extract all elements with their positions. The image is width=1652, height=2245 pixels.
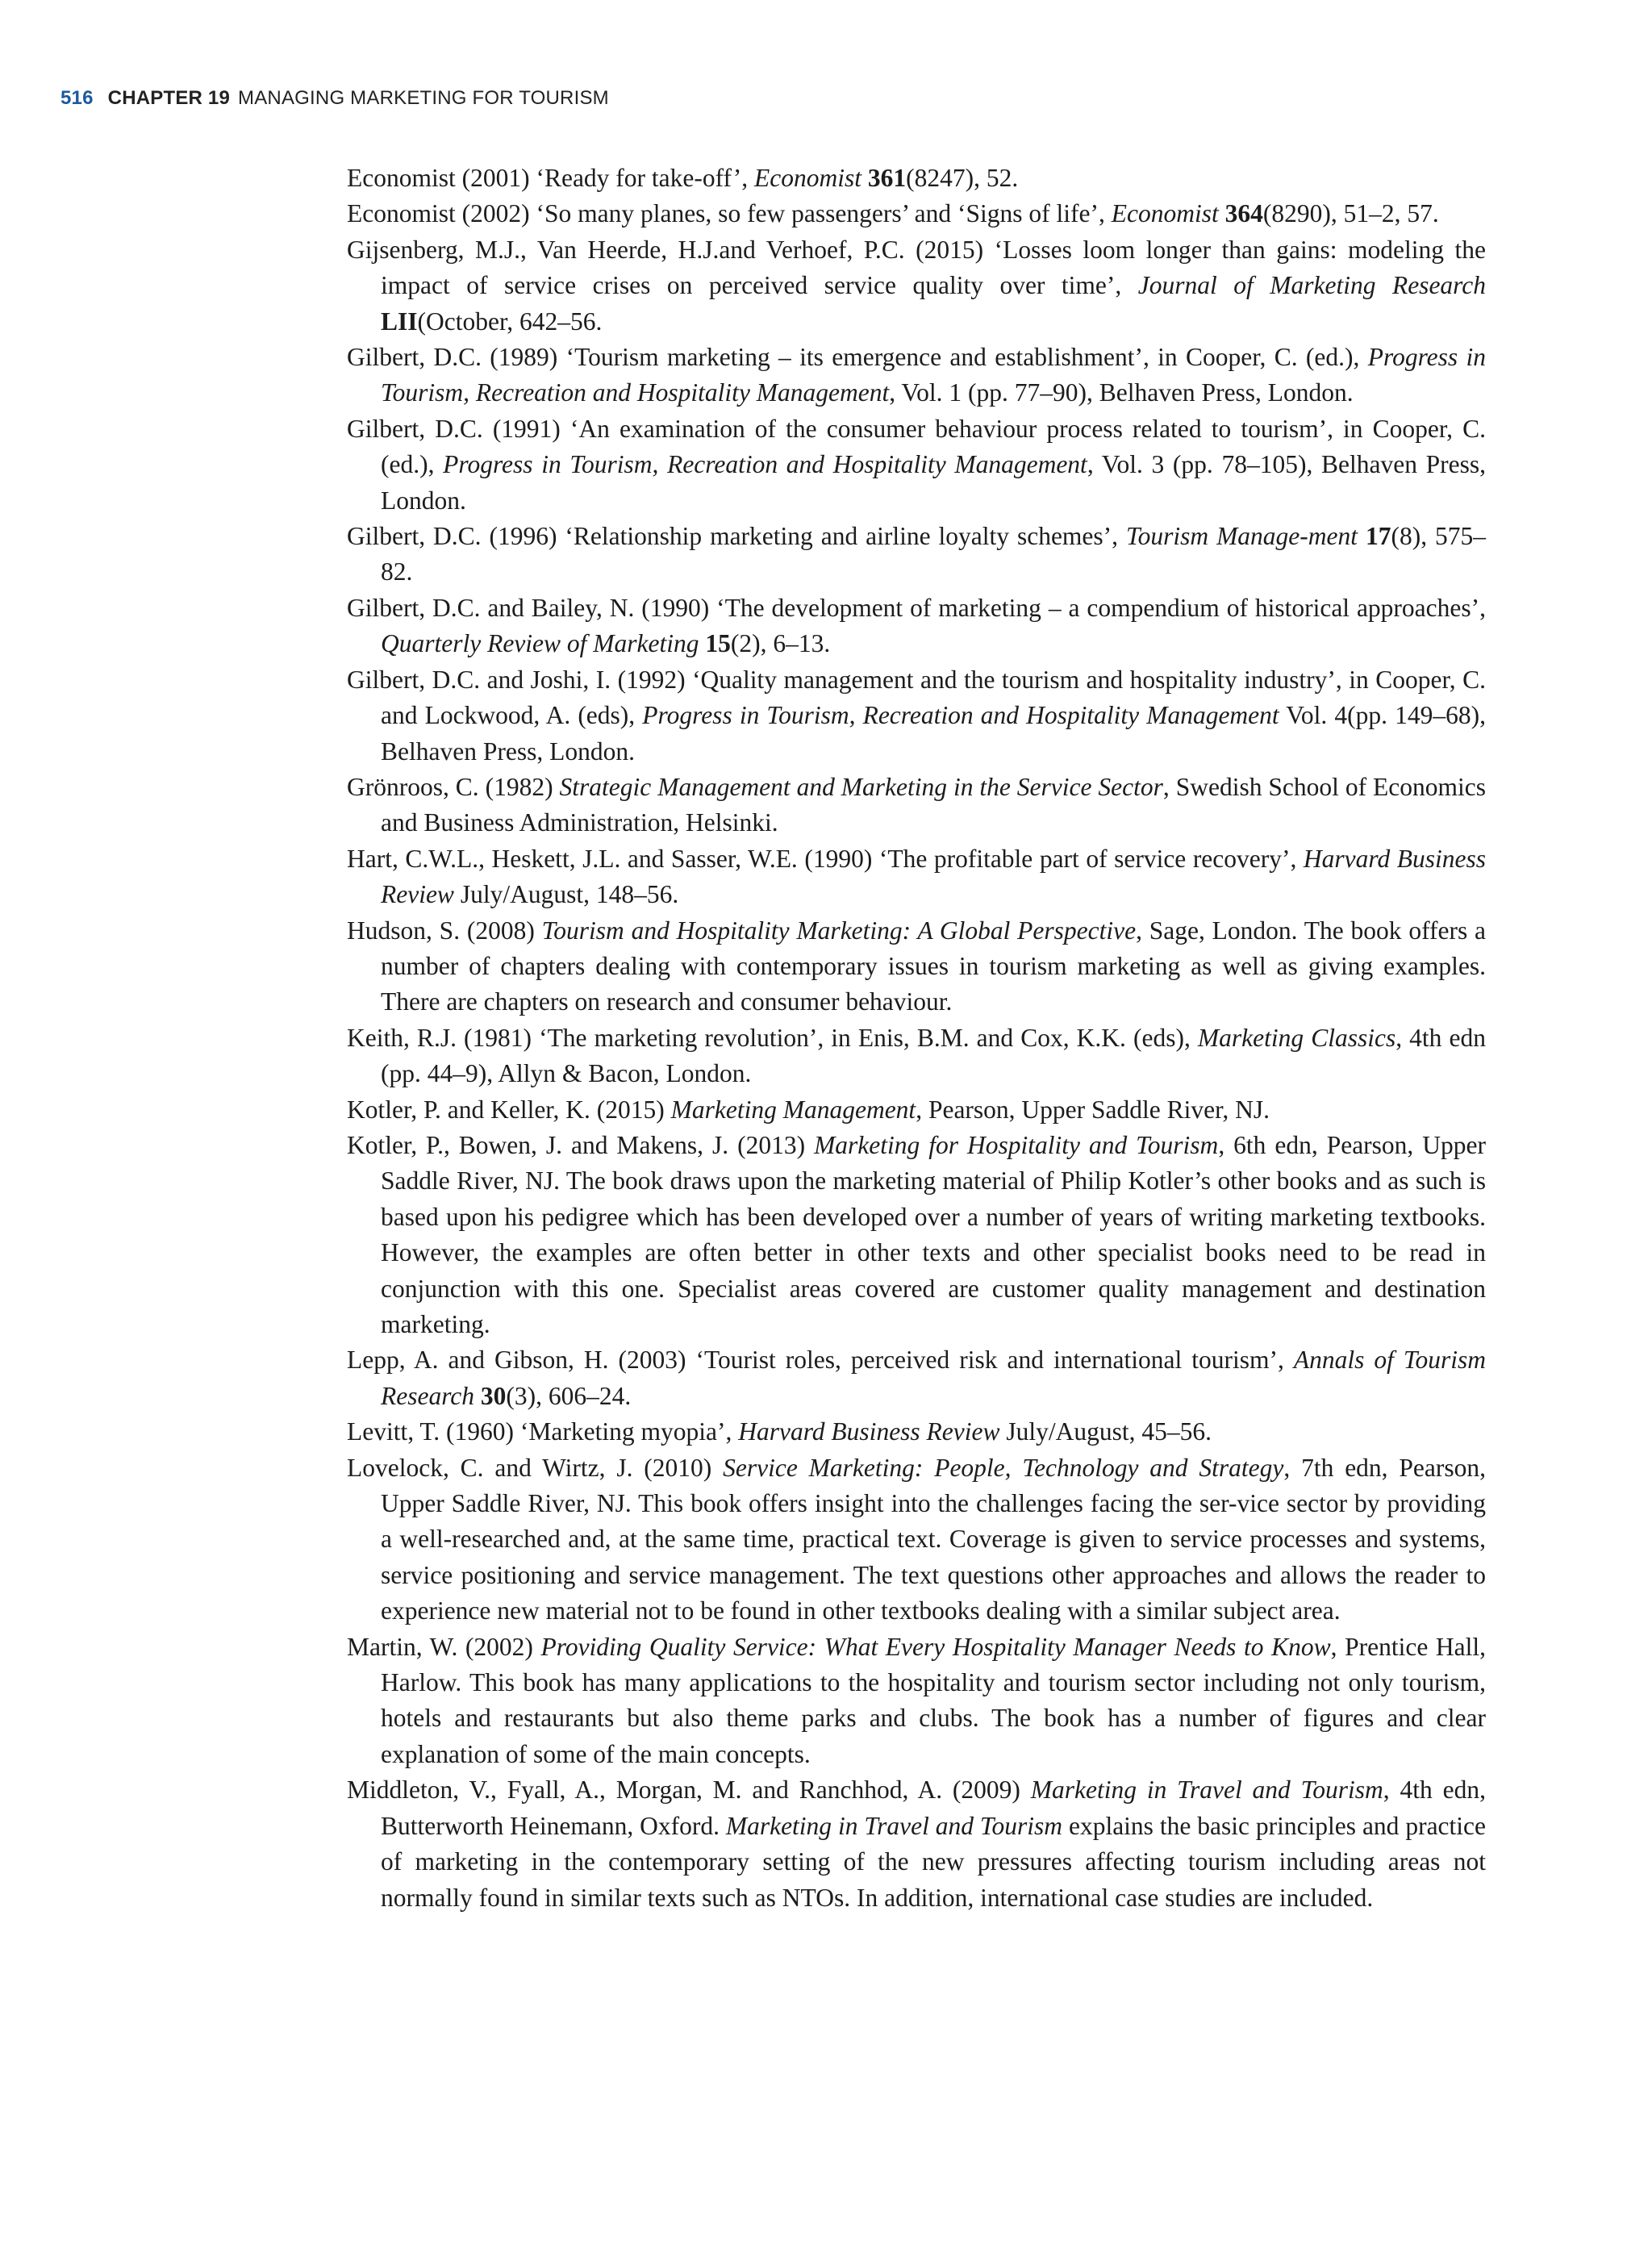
reference-text: , 4th edn (pp. 44–9), Allyn & Bacon, London. bbox=[381, 1023, 1486, 1088]
reference-title: Harvard Business Review bbox=[381, 844, 1486, 909]
reference-entry bbox=[347, 1450, 1486, 1630]
reference-entry bbox=[347, 662, 1486, 770]
reference-entry bbox=[347, 1772, 1486, 1916]
reference-entry bbox=[347, 232, 1486, 340]
reference-title: Providing Quality Service: What Every Hospitality Manager Needs to Know bbox=[540, 1632, 1331, 1661]
reference-entry bbox=[347, 913, 1486, 1020]
reference-list bbox=[347, 161, 1486, 1916]
reference-text: Grönroos, C. (1982) bbox=[347, 772, 560, 801]
reference-title: Economist bbox=[1111, 199, 1219, 228]
reference-text: Economist (2002) ‘So many planes, so few passengers’ and ‘Signs of life’, bbox=[347, 199, 1112, 228]
reference-title: Strategic Management and Marketing in the Service Sector bbox=[559, 772, 1163, 801]
reference-text: (2), 6–13. bbox=[730, 629, 831, 658]
reference-title: Marketing in Travel and Tourism bbox=[1030, 1776, 1383, 1805]
reference-entry bbox=[347, 196, 1486, 232]
reference-text: Hudson, S. (2008) bbox=[347, 916, 542, 945]
reference-text: , Vol. 3 (pp. 78–105), Belhaven Press, London. bbox=[381, 450, 1487, 515]
reference-entry bbox=[347, 1414, 1486, 1450]
running-head bbox=[60, 87, 609, 110]
reference-title: Progress in Tourism, Recreation and Hospitality Management bbox=[642, 701, 1279, 730]
reference-text: Gilbert, D.C. (1996) ‘Relationship marketing and airline loyalty schemes’, bbox=[347, 522, 1126, 551]
reference-text: , Swedish School of Economics and Business Administration, Helsinki. bbox=[381, 772, 1486, 837]
chapter-title: MANAGING MARKETING FOR TOURISM bbox=[238, 87, 609, 109]
reference-volume: 364 bbox=[1224, 199, 1263, 228]
reference-text: Gilbert, D.C. and Joshi, I. (1992) ‘Quality management and the tourism and hospitality industry’, in Cooper, C. and Lockwood, A. (eds), bbox=[347, 665, 1486, 730]
reference-text: , Prentice Hall, Harlow. This book has many applications to the hospitality and tourism sector including not only tourism, hotels and restaurants but also theme parks and clubs. The book has a number of figures and clear explanation of some of the main concepts. bbox=[381, 1632, 1486, 1768]
reference-entry bbox=[347, 1020, 1486, 1092]
reference-text: , Sage, London. The book offers a number of chapters dealing with contemporary issues in tourism marketing as well as giving examples. There are chapters on research and consumer behaviour. bbox=[381, 916, 1486, 1016]
reference-text: explains the basic principles and practice of marketing in the contemporary setting of the new pressures affecting tourism including areas not normally found in similar texts such as NTOs. In addition, international case studies are included. bbox=[381, 1811, 1486, 1912]
reference-text: (8), 575–82. bbox=[381, 522, 1487, 586]
reference-title: Service Marketing: People, Technology and Strategy bbox=[723, 1453, 1284, 1482]
reference-text: Kotler, P. and Keller, K. (2015) bbox=[347, 1095, 671, 1124]
reference-text: Gilbert, D.C. and Bailey, N. (1990) ‘The development of marketing – a compendium of historical approaches’, bbox=[347, 593, 1486, 622]
reference-text: Martin, W. (2002) bbox=[347, 1632, 541, 1661]
chapter-label: CHAPTER 19 bbox=[107, 87, 231, 109]
reference-title: Quarterly Review of Marketing bbox=[381, 629, 699, 658]
reference-volume: 17 bbox=[1365, 522, 1391, 551]
reference-text: Gilbert, D.C. (1989) ‘Tourism marketing – its emergence and establishment’, in Cooper, C. (ed.), bbox=[347, 343, 1368, 372]
reference-text bbox=[861, 164, 868, 192]
reference-text bbox=[1219, 199, 1225, 227]
reference-title: Marketing for Hospitality and Tourism bbox=[814, 1130, 1219, 1159]
reference-entry bbox=[347, 841, 1486, 913]
reference-entry bbox=[347, 1342, 1486, 1414]
reference-text: (8290), 51–2, 57. bbox=[1262, 199, 1439, 228]
reference-text: (3), 606–24. bbox=[506, 1381, 632, 1410]
reference-entry bbox=[347, 1630, 1486, 1773]
reference-title: Tourism and Hospitality Marketing: A Global Perspective bbox=[541, 916, 1137, 945]
reference-title: Annals of Tourism Research bbox=[381, 1346, 1486, 1410]
reference-volume: LII bbox=[381, 307, 418, 336]
reference-entry bbox=[347, 411, 1486, 519]
reference-text: July/August, 148–56. bbox=[453, 880, 679, 909]
reference-entry bbox=[347, 161, 1486, 196]
reference-text bbox=[474, 1382, 481, 1410]
page-number: 516 bbox=[60, 87, 94, 109]
reference-text: Hart, C.W.L., Heskett, J.L. and Sasser, W.E. (1990) ‘The profitable part of service recovery’, bbox=[347, 844, 1304, 873]
reference-text: , 6th edn, Pearson, Upper Saddle River, NJ. The book draws upon the marketing material of Philip Kotler’s other books and as such is based upon his pedigree which has been developed over a number of years of writing marketing textbooks. However, the examples are often better in other texts and other specialist books need to be read in conjunction with this one. Specialist areas covered are customer quality management and destination marketing. bbox=[381, 1130, 1486, 1338]
reference-text: Levitt, T. (1960) ‘Marketing myopia’, bbox=[347, 1417, 739, 1446]
reference-text: , 7th edn, Pearson, Upper Saddle River, NJ. This book offers insight into the challenges facing the ser-vice sector by providing a well-researched and, at the same time, practical text. Coverage is given to service processes and systems, service positioning and service management. The text questions other approaches and allows the reader to experience new material not to be found in other textbooks dealing with a similar subject area. bbox=[381, 1453, 1486, 1625]
reference-entry bbox=[347, 1092, 1486, 1128]
reference-volume: 361 bbox=[867, 164, 907, 192]
reference-text bbox=[1358, 522, 1366, 550]
reference-text: Economist (2001) ‘Ready for take-off’, bbox=[347, 164, 754, 192]
reference-text: Gilbert, D.C. (1991) ‘An examination of the consumer behaviour process related to tourism’, in Cooper, C. (ed.), bbox=[347, 414, 1486, 479]
reference-text: Lepp, A. and Gibson, H. (2003) ‘Tourist roles, perceived risk and international tourism’, bbox=[347, 1346, 1294, 1375]
reference-text: Kotler, P., Bowen, J. and Makens, J. (2013) bbox=[347, 1130, 815, 1159]
reference-entry bbox=[347, 590, 1486, 662]
reference-entry bbox=[347, 770, 1486, 841]
reference-text: , 4th edn, Butterworth Heinemann, Oxford. bbox=[381, 1776, 1486, 1840]
reference-text: Keith, R.J. (1981) ‘The marketing revolution’, in Enis, B.M. and Cox, K.K. (eds), bbox=[347, 1023, 1198, 1052]
reference-title: Marketing in Travel and Tourism bbox=[725, 1811, 1063, 1840]
reference-text: Vol. 4(pp. 149–68), Belhaven Press, London. bbox=[381, 701, 1486, 766]
reference-entry bbox=[347, 519, 1486, 590]
reference-title: Journal of Marketing Research bbox=[1137, 271, 1486, 300]
reference-title: Economist bbox=[754, 164, 861, 192]
reference-title: Tourism Manage-ment bbox=[1125, 522, 1358, 551]
reference-title: Harvard Business Review bbox=[738, 1417, 1000, 1446]
reference-title: Marketing Management bbox=[670, 1095, 916, 1124]
reference-title: Progress in Tourism, Recreation and Hospitality Management bbox=[381, 343, 1486, 407]
reference-entry bbox=[347, 1128, 1486, 1342]
reference-text: Lovelock, C. and Wirtz, J. (2010) bbox=[347, 1453, 724, 1482]
reference-text: July/August, 45–56. bbox=[999, 1417, 1212, 1446]
reference-text: (8247), 52. bbox=[906, 164, 1019, 192]
reference-text: , Pearson, Upper Saddle River, NJ. bbox=[916, 1095, 1270, 1124]
reference-volume: 15 bbox=[705, 629, 731, 658]
reference-title: Marketing Classics bbox=[1197, 1023, 1396, 1052]
reference-text: Middleton, V., Fyall, A., Morgan, M. and Ranchhod, A. (2009) bbox=[347, 1776, 1031, 1805]
reference-title: Progress in Tourism, Recreation and Hospitality Management bbox=[443, 450, 1087, 479]
reference-text: , Vol. 1 (pp. 77–90), Belhaven Press, London. bbox=[889, 378, 1354, 407]
reference-text: (October, 642–56. bbox=[417, 307, 603, 336]
reference-volume: 30 bbox=[480, 1381, 507, 1410]
reference-text: Gijsenberg, M.J., Van Heerde, H.J.and Verhoef, P.C. (2015) ‘Losses loom longer than gains: modeling the impact of service crises on perceived service quality over time’, bbox=[347, 235, 1486, 300]
reference-entry bbox=[347, 340, 1486, 411]
